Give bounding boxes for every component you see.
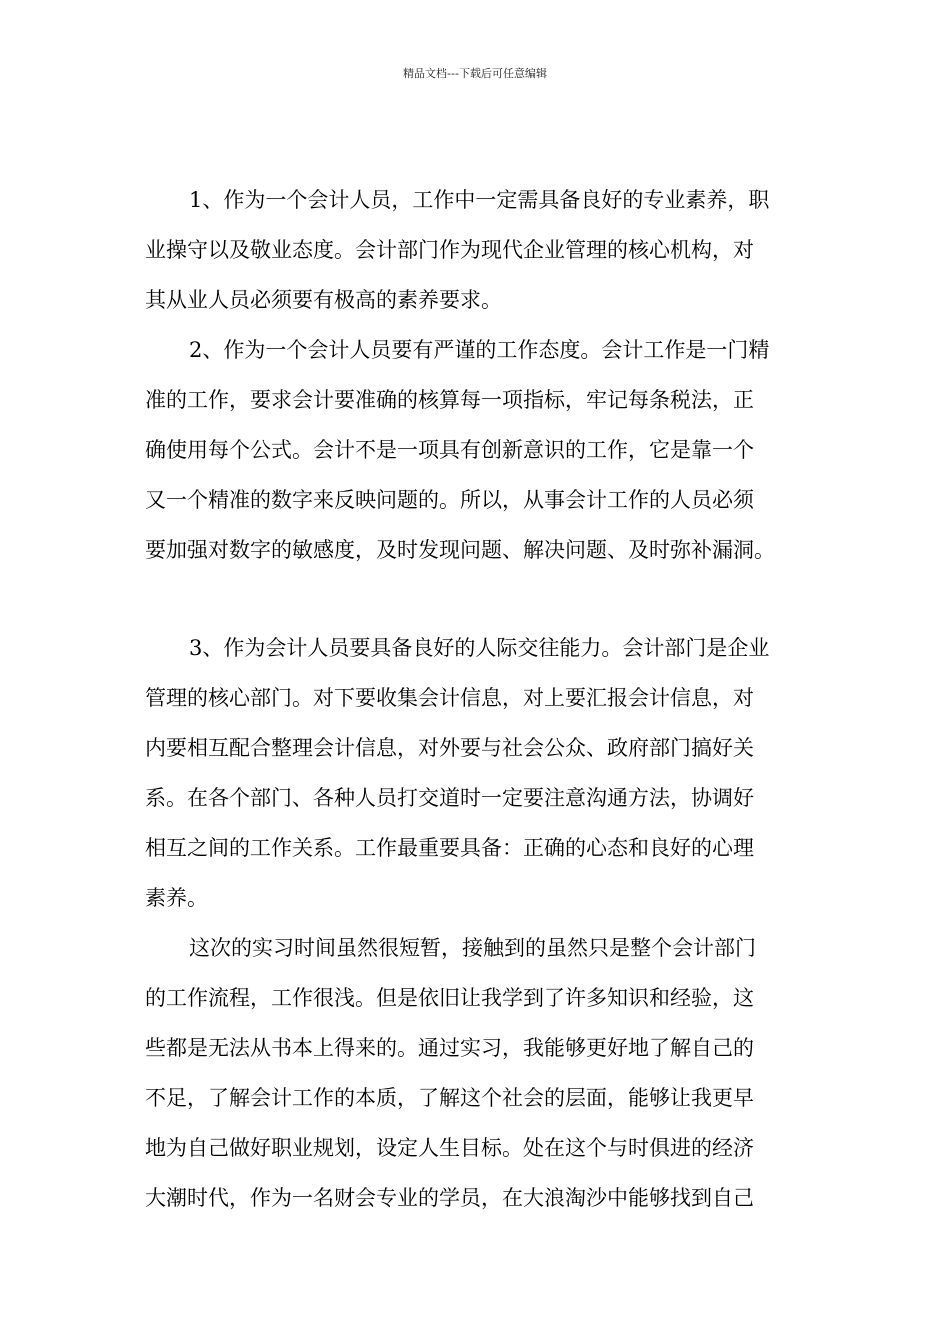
paragraph-3-line-6: 素养。 xyxy=(145,886,208,910)
page-header: 精品文档---下载后可任意编辑 xyxy=(403,67,547,80)
paragraph-3-line-5: 相互之间的工作关系。工作最重要具备：正确的心态和良好的心理 xyxy=(145,836,754,860)
paragraph-2-line-1: 2、作为一个会计人员要有严谨的工作态度。会计工作是一门精 xyxy=(189,338,770,362)
paragraph-4-line-2: 的工作流程，工作很浅。但是依旧让我学到了许多知识和经验，这 xyxy=(145,986,754,1010)
paragraph-1-line-1: 1、作为一个会计人员，工作中一定需具备良好的专业素养，职 xyxy=(189,188,770,212)
paragraph-2-line-4: 又一个精准的数字来反映问题的。所以，从事会计工作的人员必须 xyxy=(145,488,754,512)
paragraph-3-line-3: 内要相互配合整理会计信息，对外要与社会公众、政府部门搞好关 xyxy=(145,736,754,760)
paragraph-4-line-3: 些都是无法从书本上得来的。通过实习，我能够更好地了解自己的 xyxy=(145,1036,754,1060)
paragraph-4-line-4: 不足，了解会计工作的本质，了解这个社会的层面，能够让我更早 xyxy=(145,1086,754,1110)
paragraph-1-line-2: 业操守以及敬业态度。会计部门作为现代企业管理的核心机构，对 xyxy=(145,238,754,262)
paragraph-4-line-1: 这次的实习时间虽然很短暂，接触到的虽然只是整个会计部门 xyxy=(189,936,756,960)
paragraph-4-line-5: 地为自己做好职业规划，设定人生目标。处在这个与时俱进的经济 xyxy=(145,1136,754,1160)
paragraph-2-line-3: 确使用每个公式。会计不是一项具有创新意识的工作，它是靠一个 xyxy=(145,438,754,462)
paragraph-3-line-4: 系。在各个部门、各种人员打交道时一定要注意沟通方法，协调好 xyxy=(145,786,754,810)
paragraph-4-line-6: 大潮时代，作为一名财会专业的学员，在大浪淘沙中能够找到自己 xyxy=(145,1186,754,1210)
paragraph-3-line-1: 3、作为会计人员要具备良好的人际交往能力。会计部门是企业 xyxy=(189,636,770,660)
paragraph-2-line-5: 要加强对数字的敏感度，及时发现问题、解决问题、及时弥补漏洞。 xyxy=(145,538,775,562)
paragraph-2-line-2: 准的工作，要求会计要准确的核算每一项指标，牢记每条税法，正 xyxy=(145,388,754,412)
paragraph-1-line-3: 其从业人员必须要有极高的素养要求。 xyxy=(145,288,502,312)
paragraph-3-line-2: 管理的核心部门。对下要收集会计信息，对上要汇报会计信息，对 xyxy=(145,686,754,710)
